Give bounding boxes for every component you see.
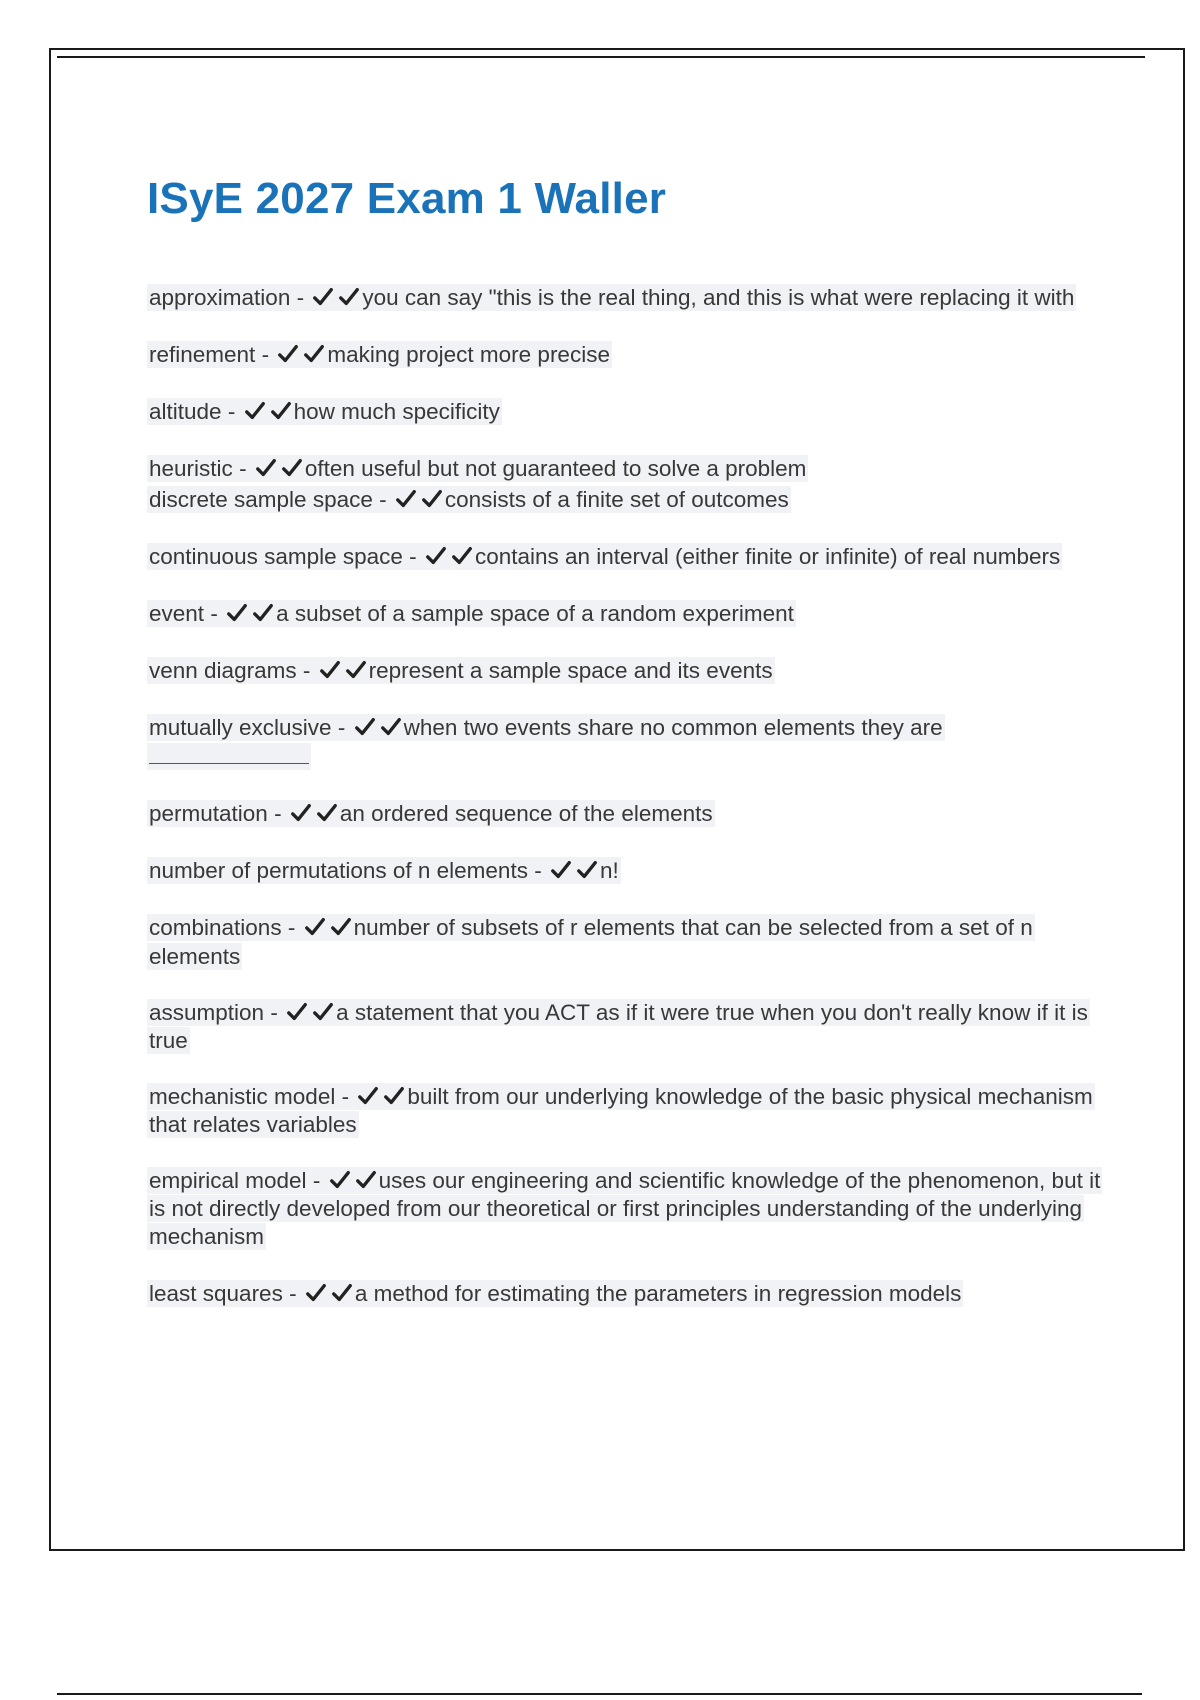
check-mark-icon bbox=[304, 916, 326, 938]
fill-in-blank bbox=[149, 747, 309, 764]
entry-separator: - bbox=[227, 399, 236, 424]
entry-separator: - bbox=[534, 858, 542, 883]
entry-definition: making project more precise bbox=[327, 342, 610, 367]
entry-definition: represent a sample space and its events bbox=[368, 658, 773, 683]
entry-separator: - bbox=[337, 715, 346, 740]
entry-term: continuous sample space bbox=[149, 544, 403, 569]
check-mark-icon bbox=[451, 545, 473, 567]
check-mark-icon bbox=[331, 1282, 353, 1304]
list-item bbox=[147, 713, 1107, 771]
check-mark-icon bbox=[303, 343, 325, 365]
entry-separator: - bbox=[379, 487, 387, 512]
entry-term: least squares bbox=[149, 1281, 283, 1306]
entry-separator: - bbox=[274, 801, 282, 826]
page-title: ISyE 2027 Exam 1 Waller bbox=[147, 174, 667, 223]
check-mark-icon bbox=[226, 602, 248, 624]
check-mark-icon bbox=[550, 859, 572, 881]
check-mark-icon bbox=[312, 1001, 334, 1023]
list-item bbox=[147, 1279, 1107, 1308]
entry-separator: - bbox=[296, 285, 305, 310]
entry-term: venn diagrams bbox=[149, 658, 297, 683]
list-item bbox=[147, 1167, 1107, 1251]
check-mark-icon bbox=[425, 545, 447, 567]
entry-separator: - bbox=[312, 1168, 321, 1193]
list-item bbox=[147, 913, 1107, 971]
entry-separator: - bbox=[341, 1084, 350, 1109]
list-item bbox=[147, 397, 1107, 426]
check-mark-icon bbox=[312, 286, 334, 308]
entry-definition: n! bbox=[599, 858, 619, 883]
entry-term: refinement bbox=[149, 342, 256, 367]
entry-term: combinations bbox=[149, 915, 282, 940]
entry-term: event bbox=[149, 601, 205, 626]
check-mark-icon bbox=[576, 859, 598, 881]
page-frame bbox=[49, 48, 1185, 1551]
entry-definition: built from our underlying knowledge of the basic physical mechanism that relates variables bbox=[149, 1084, 1093, 1137]
list-item bbox=[147, 454, 1107, 483]
list-item bbox=[147, 999, 1107, 1055]
check-mark-icon bbox=[244, 400, 266, 422]
entry-definition: a method for estimating the parameters in regression models bbox=[354, 1281, 962, 1306]
entry-separator: - bbox=[302, 658, 311, 683]
check-mark-icon bbox=[252, 602, 274, 624]
list-item bbox=[147, 340, 1107, 369]
flashcard-list bbox=[147, 283, 1107, 1336]
list-item bbox=[147, 599, 1107, 628]
entry-separator: - bbox=[270, 1000, 278, 1025]
check-mark-icon bbox=[319, 659, 341, 681]
check-mark-icon bbox=[380, 716, 402, 738]
check-mark-icon bbox=[395, 488, 417, 510]
check-mark-icon bbox=[345, 659, 367, 681]
entry-separator: - bbox=[289, 1281, 297, 1306]
entry-definition: an ordered sequence of the elements bbox=[339, 801, 713, 826]
list-item bbox=[147, 1083, 1107, 1139]
list-item bbox=[147, 485, 1107, 514]
check-mark-icon bbox=[290, 802, 312, 824]
entry-separator: - bbox=[239, 456, 247, 481]
entry-definition: a statement that you ACT as if it were true when you don't really know if it is true bbox=[149, 1000, 1088, 1053]
check-mark-icon bbox=[270, 400, 292, 422]
list-item bbox=[147, 856, 1107, 885]
entry-term: approximation bbox=[149, 285, 291, 310]
list-item bbox=[147, 542, 1107, 571]
entry-definition: a subset of a sample space of a random experiment bbox=[276, 601, 794, 626]
entry-definition: contains an interval (either finite or infinite) of real numbers bbox=[474, 544, 1061, 569]
entry-definition: often useful but not guaranteed to solve a problem bbox=[304, 456, 807, 481]
entry-term: number of permutations of n elements bbox=[149, 858, 528, 883]
entry-separator: - bbox=[261, 342, 270, 367]
bottom-rule bbox=[57, 1693, 1142, 1695]
top-rule bbox=[57, 56, 1145, 58]
entry-separator: - bbox=[287, 915, 296, 940]
check-mark-icon bbox=[305, 1282, 327, 1304]
entry-term: permutation bbox=[149, 801, 268, 826]
entry-term: discrete sample space bbox=[149, 487, 373, 512]
check-mark-icon bbox=[281, 457, 303, 479]
entry-term: assumption bbox=[149, 1000, 265, 1025]
check-mark-icon bbox=[357, 1085, 379, 1107]
entry-definition: consists of a finite set of outcomes bbox=[444, 487, 789, 512]
check-mark-icon bbox=[329, 1169, 351, 1191]
entry-term: mechanistic model bbox=[149, 1084, 336, 1109]
entry-separator: - bbox=[409, 544, 417, 569]
entry-term: heuristic bbox=[149, 456, 233, 481]
entry-term: empirical model bbox=[149, 1168, 307, 1193]
list-item bbox=[147, 656, 1107, 685]
check-mark-icon bbox=[338, 286, 360, 308]
check-mark-icon bbox=[286, 1001, 308, 1023]
list-item bbox=[147, 799, 1107, 828]
entry-definition: when two events share no common elements they are bbox=[403, 715, 943, 740]
list-item bbox=[147, 283, 1107, 312]
check-mark-icon bbox=[277, 343, 299, 365]
entry-definition: how much specificity bbox=[293, 399, 500, 424]
check-mark-icon bbox=[383, 1085, 405, 1107]
entry-definition: you can say "this is the real thing, and this is what were replacing it with bbox=[362, 285, 1075, 310]
check-mark-icon bbox=[355, 1169, 377, 1191]
check-mark-icon bbox=[316, 802, 338, 824]
check-mark-icon bbox=[421, 488, 443, 510]
entry-definition: number of subsets of r elements that can be selected from a set of n elements bbox=[149, 915, 1033, 969]
entry-term: altitude bbox=[149, 399, 222, 424]
check-mark-icon bbox=[255, 457, 277, 479]
check-mark-icon bbox=[354, 716, 376, 738]
entry-definition: uses our engineering and scientific knowledge of the phenomenon, but it is not directly developed from our theoretical or first principles understanding of the underlying mechanism bbox=[149, 1168, 1101, 1249]
entry-separator: - bbox=[210, 601, 218, 626]
entry-term: mutually exclusive bbox=[149, 715, 332, 740]
check-mark-icon bbox=[330, 916, 352, 938]
